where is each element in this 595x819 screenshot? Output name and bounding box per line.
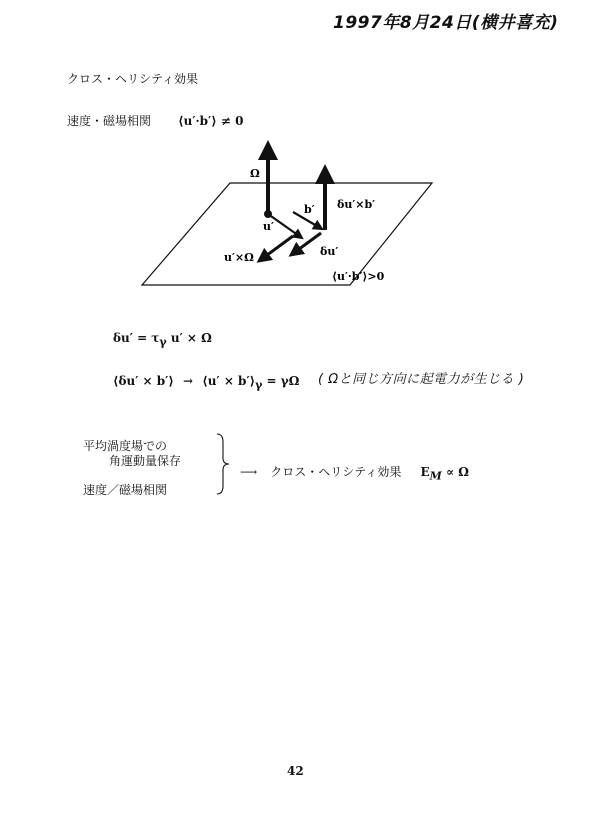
- equation-1: [113, 331, 212, 348]
- eq1-main: δu′ = τ: [113, 331, 160, 345]
- du-cross-b-label: δu′×b′: [337, 198, 376, 211]
- du-prime-label: δu′: [320, 245, 339, 258]
- correlation-label: 速度・磁場相関: [67, 114, 152, 128]
- eq2-tail: = γΩ: [266, 374, 300, 388]
- handwritten-annotation: ( Ωと同じ方向に起電力が生じる ): [318, 372, 525, 387]
- b-prime-label: b′: [304, 203, 315, 216]
- cross-helicity-diagram: [130, 130, 450, 295]
- result-expr: [420, 465, 469, 483]
- condition-1-line-1: 平均渦度場での: [83, 439, 168, 453]
- omega-label: Ω: [250, 167, 260, 180]
- eq2-arrow: →: [183, 374, 194, 388]
- plane: [142, 183, 432, 285]
- result-subscript: M: [429, 469, 442, 483]
- correlation-expr: ⟨u′·b′⟩ ≠ 0: [178, 114, 244, 128]
- u-cross-omega-arrow: [259, 236, 293, 261]
- header-date-note: 1997年8月24日(横井喜充): [333, 13, 559, 33]
- result-tail: ∝ Ω: [441, 465, 469, 479]
- eq1-subscript: γ: [159, 335, 167, 349]
- section-title: クロス・ヘリシティ効果: [67, 72, 199, 86]
- result-label: クロス・ヘリシティ効果: [270, 465, 402, 479]
- eq2-mid: ⟨u′ × b′⟩: [202, 374, 256, 388]
- correlation-line: [67, 110, 243, 129]
- plane-condition-label: ⟨u′·b′⟩>0: [332, 270, 385, 283]
- right-brace: [214, 432, 232, 496]
- summary-result: [240, 461, 469, 482]
- eq1-tail: u′ × Ω: [170, 331, 212, 345]
- page-number: 42: [287, 764, 304, 778]
- summary-arrow: ⟶: [240, 465, 258, 479]
- equation-2: [113, 374, 299, 391]
- du-prime-arrow: [291, 233, 321, 255]
- eq2-left: ⟨δu′ × b′⟩: [113, 374, 174, 388]
- u-cross-omega-label: u′×Ω: [224, 251, 254, 264]
- condition-1-line-2: 角運動量保存: [109, 454, 182, 468]
- condition-2: 速度／磁場相関: [83, 483, 168, 497]
- u-prime-label: u′: [263, 220, 274, 233]
- eq2-subscript: γ: [255, 378, 263, 392]
- result-e: E: [420, 465, 430, 479]
